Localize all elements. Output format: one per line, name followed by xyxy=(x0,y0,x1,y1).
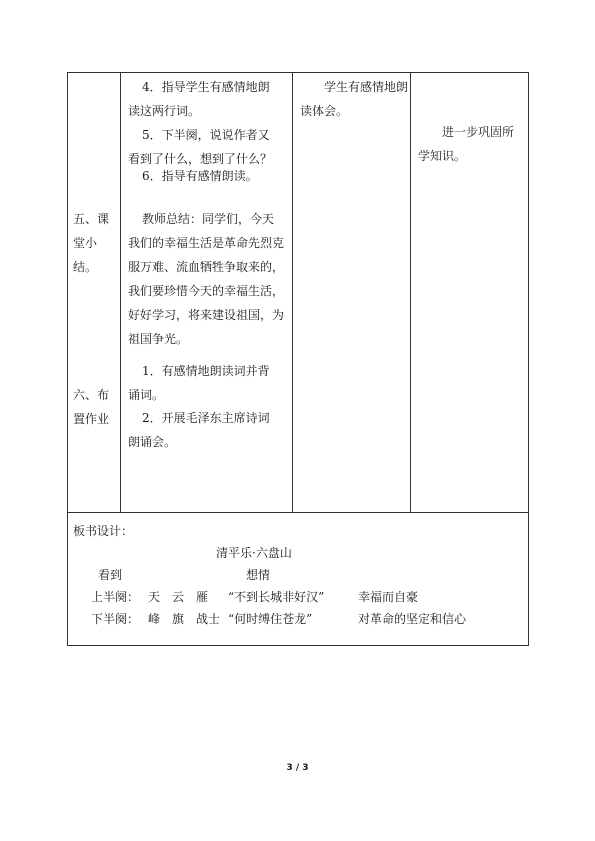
board-row-seen: 天 云 雁 xyxy=(148,590,209,604)
table-divider xyxy=(410,73,411,512)
board-title: 清平乐·六盘山 xyxy=(216,546,292,560)
teacher-item-4: 4．指导学生有感情地朗 读这两行词。 xyxy=(128,80,270,118)
board-row-quote: “不到长城非好汉” xyxy=(228,590,325,604)
section-five-title: 五、课 堂小 结。 xyxy=(73,212,110,274)
board-row-label: 上半阕： xyxy=(91,590,140,604)
page-number: 3 / 3 xyxy=(286,763,309,773)
student-activity: 学生有感情地朗 读体会。 xyxy=(300,80,409,118)
board-row-quote: “何时缚住苍龙” xyxy=(228,612,313,626)
lesson-table xyxy=(67,72,529,646)
section-six-title: 六、布 置作业 xyxy=(73,388,110,426)
board-design-label: 板书设计： xyxy=(73,524,134,538)
design-intent: 进一步巩固所 学知识。 xyxy=(418,125,515,163)
board-row-seen: 峰 旗 战士 xyxy=(148,612,221,626)
board-row-label: 下半阕： xyxy=(91,612,140,626)
table-divider xyxy=(120,73,121,512)
board-header-thought: 想情 xyxy=(246,568,271,582)
table-divider xyxy=(68,512,528,513)
teacher-item-5: 5．下半阕，说说作者又 看到了什么，想到了什么？ xyxy=(128,128,273,166)
teacher-summary: 教师总结：同学们，今天 我们的幸福生活是革命先烈克 服万难、流血牺牲争取来的， 我们要珍惜今天的幸福生活， 好好学习，将来建设祖国，为 祖国争光。 xyxy=(128,212,285,346)
homework-item-2: 2．开展毛泽东主席诗词 朗诵会。 xyxy=(128,411,270,449)
board-row-feeling: 对革命的坚定和信心 xyxy=(358,612,467,626)
homework-item-1: 1．有感情地朗读词并背 诵词。 xyxy=(128,364,270,402)
board-header-seen: 看到 xyxy=(98,568,123,582)
teacher-item-6: 6．指导有感情朗读。 xyxy=(142,169,258,183)
board-row-feeling: 幸福而自豪 xyxy=(358,590,419,604)
